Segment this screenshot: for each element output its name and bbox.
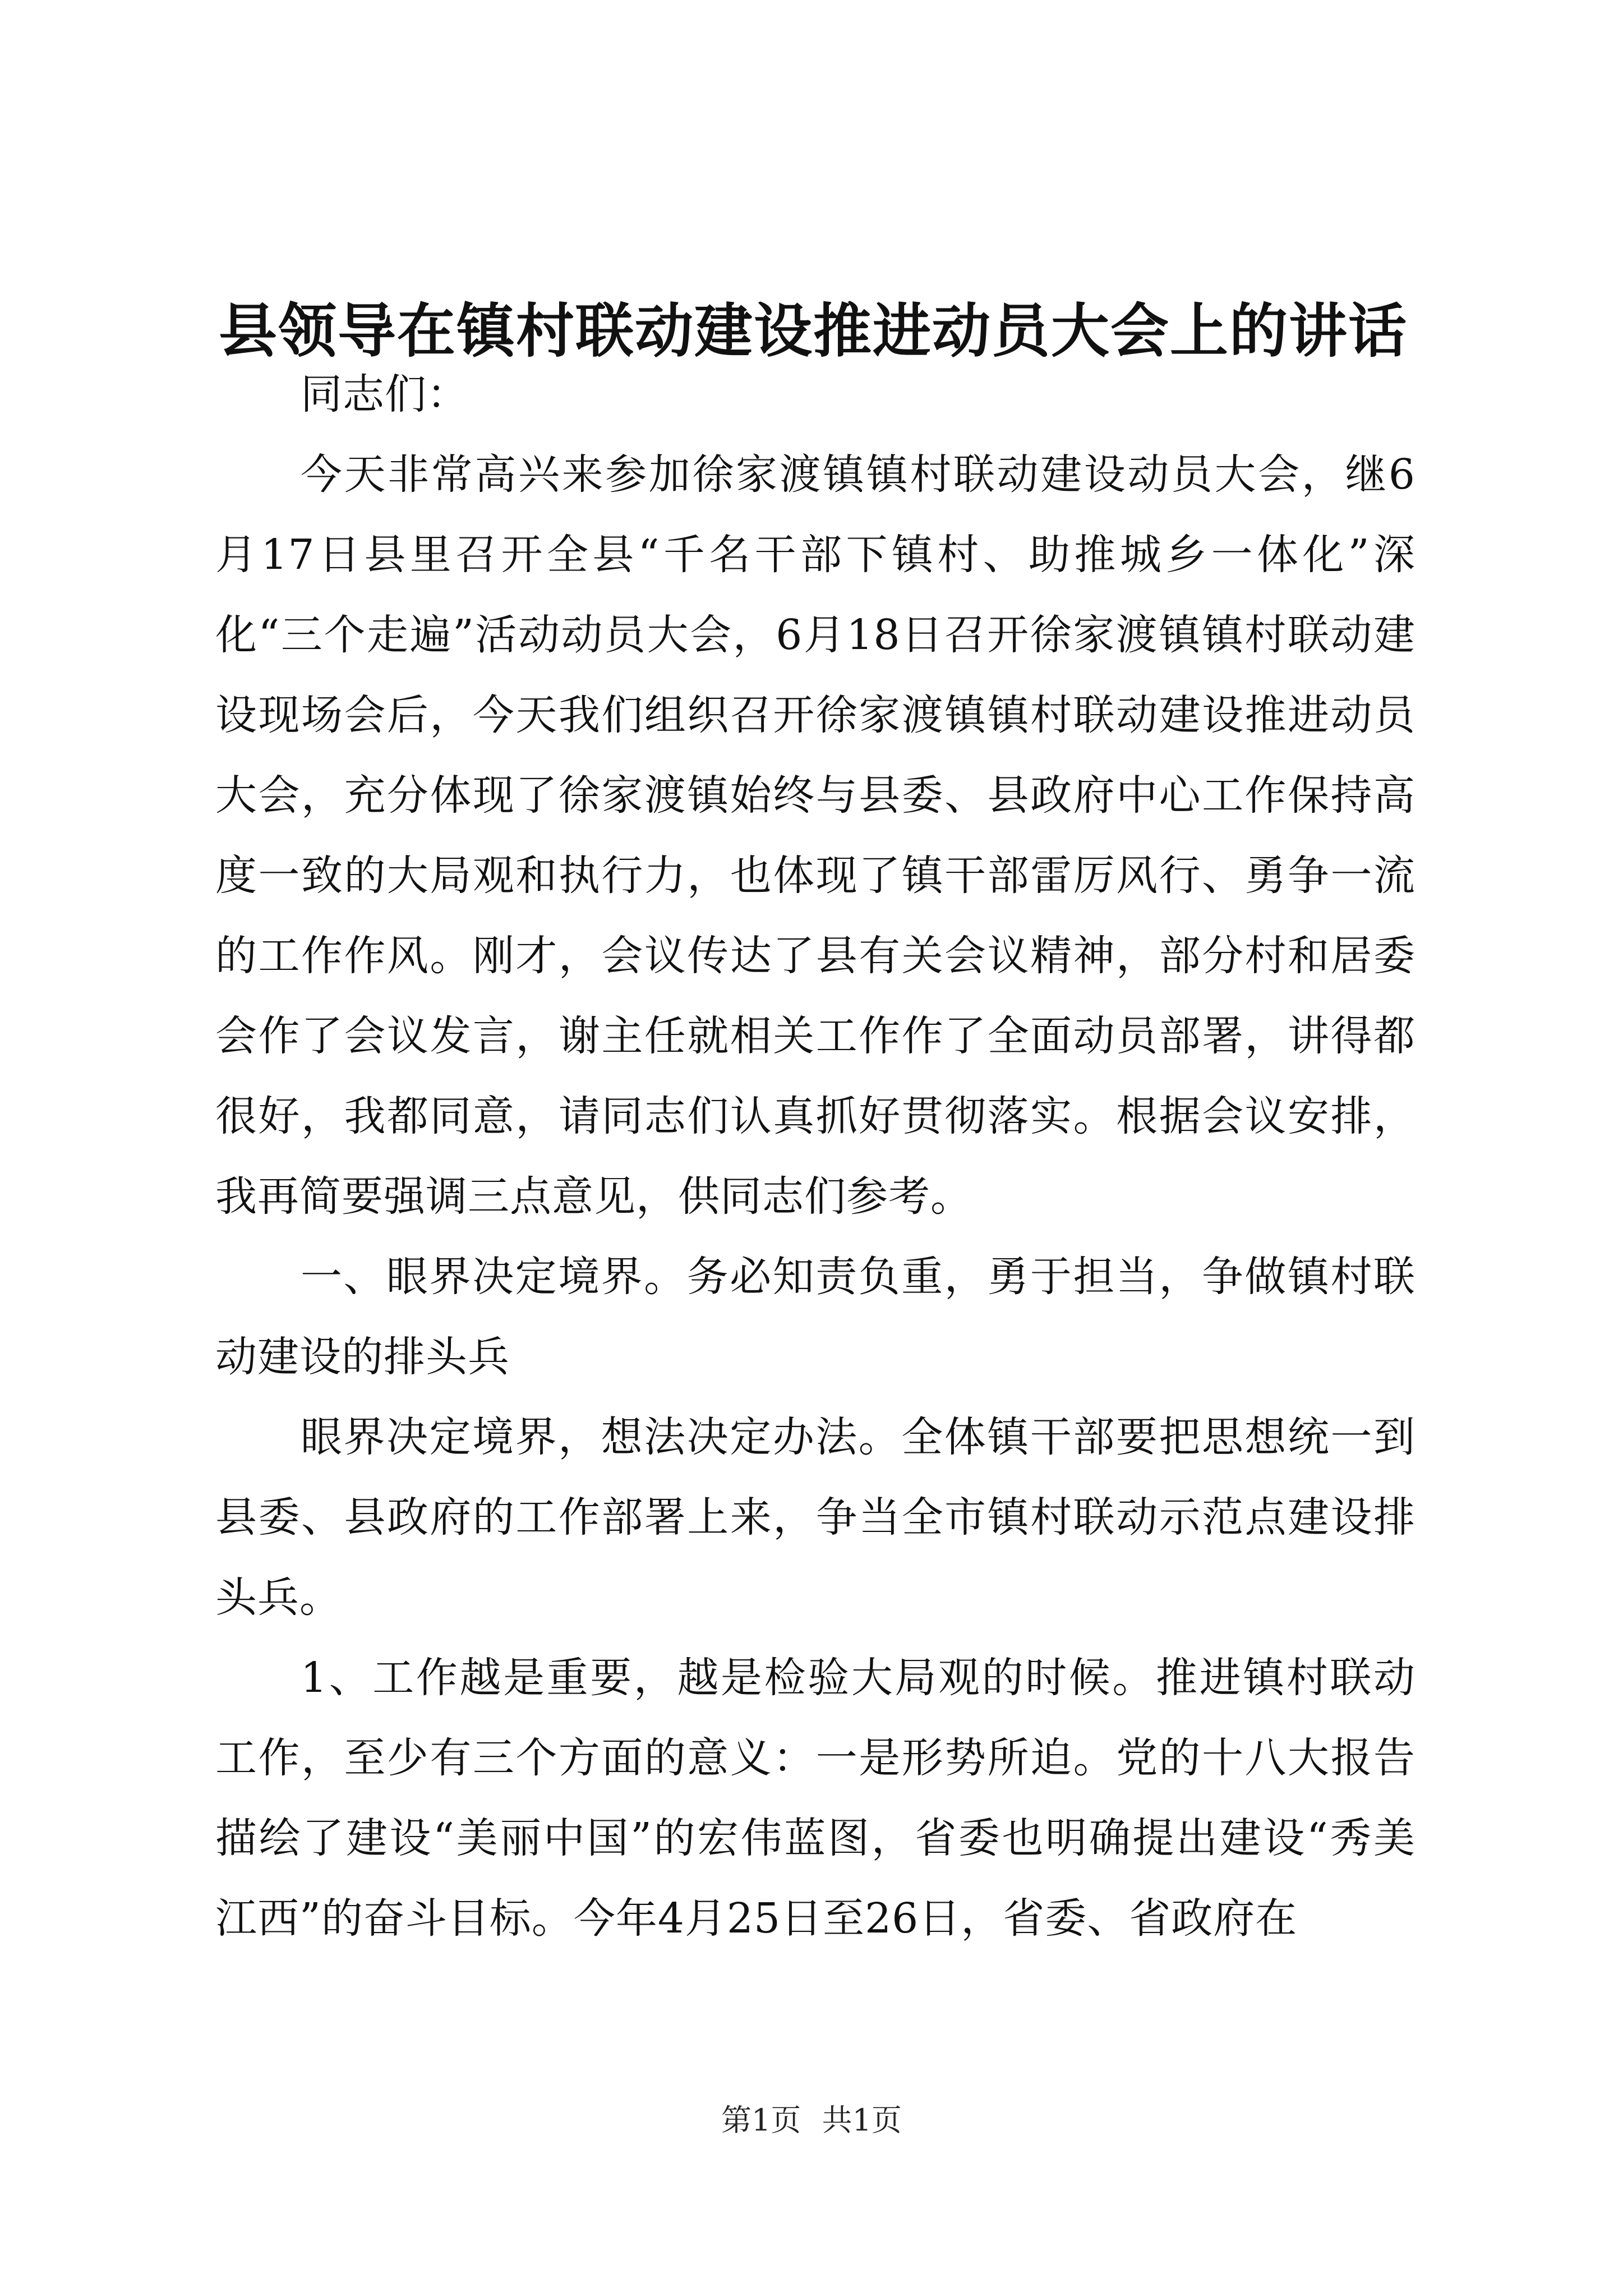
point-one-paragraph: 1、工作越是重要，越是检验大局观的时候。推进镇村联动工作，至少有三个方面的意义：一是形势所迫。党的十八大报告描绘了建设“美丽中国”的宏伟蓝图，省委也明确提出建设“秀美江西”的奋斗目标。今年4月25日至26日，省委、省政府在 xyxy=(215,1654,1415,1943)
section-one-paragraph: 眼界决定境界，想法决定办法。全体镇干部要把思想统一到县委、县政府的工作部署上来，争当全市镇村联动示范点建设排头兵。 xyxy=(215,1413,1415,1622)
page-total: 共1页 xyxy=(822,2102,902,2138)
section-one-heading: 一、眼界决定境界。务必知责负重，勇于担当，争做镇村联动建设的排头兵 xyxy=(215,1253,1415,1381)
opening-paragraph: 今天非常高兴来参加徐家渡镇镇村联动建设动员大会，继6月17日县里召开全县“千名干部下镇村、助推城乡一体化”深化“三个走遍”活动动员大会，6月18日召开徐家渡镇镇村联动建设现场会后，今天我们组织召开徐家渡镇镇村联动建设推进动员大会，充分体现了徐家渡镇始终与县委、县政府中心工作保持高度一致的大局观和执行力，也体现了镇干部雷厉风行、勇争一流的工作作风。刚才，会议传达了县有关会议精神，部分村和居委会作了会议发言，谢主任就相关工作作了全面动员部署，讲得都很好，我都同意，请同志们认真抓好贯彻落实。根据会议安排，我再简要强调三点意见，供同志们参考。 xyxy=(215,450,1415,1221)
page-number: 第1页 xyxy=(721,2102,801,2138)
document-body xyxy=(215,355,1415,1959)
document-title: 县领导在镇村联动建设推进动员大会上的讲话 xyxy=(218,296,1408,365)
salutation-paragraph: 同志们： xyxy=(301,370,469,418)
page-footer xyxy=(0,2098,1623,2143)
